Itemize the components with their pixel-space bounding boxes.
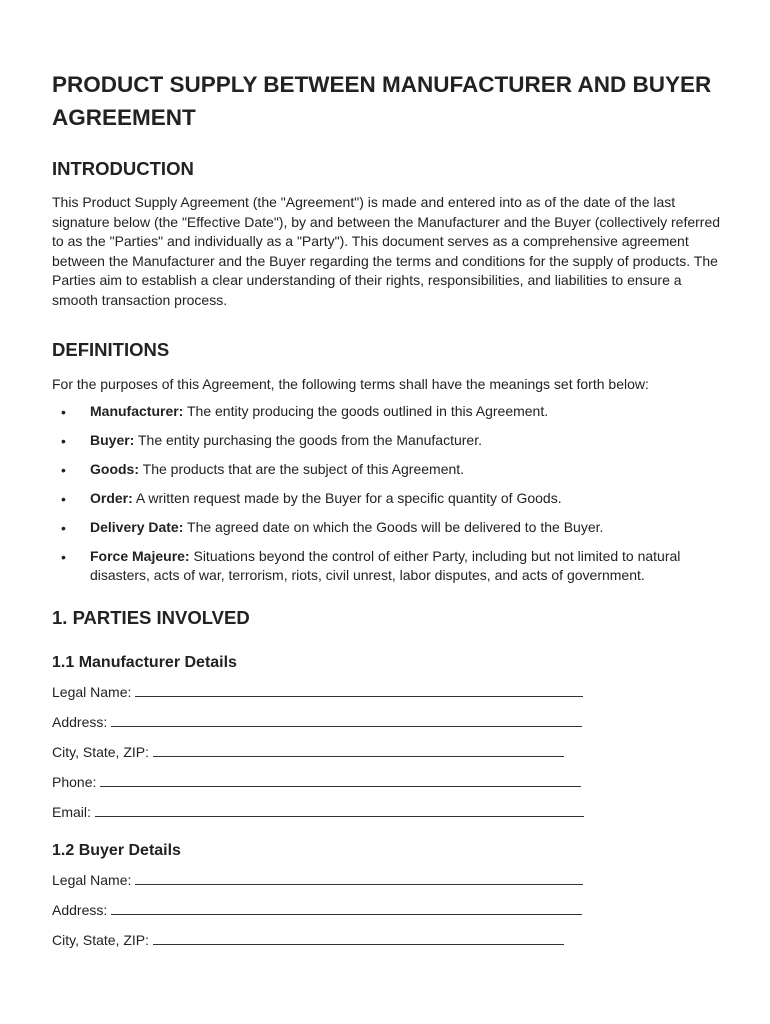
blank-line[interactable] <box>111 712 582 727</box>
definition-item-buyer <box>52 431 722 451</box>
introduction-paragraph: This Product Supply Agreement (the "Agreement") is made and entered into as of the date of the last signature below (the "Effective Date"), by and between the Manufacturer and the Buyer (collectively referred to as the "Parties" and individually as a "Party"). This document serves as a comprehensive agreement between the Manufacturer and the Buyer regarding the terms and conditions for the supply of products. The Parties aim to establish a clear understanding of their rights, responsibilities, and liabilities to ensure a smooth transaction process. <box>52 194 721 308</box>
field-label: Phone: <box>52 773 97 790</box>
field-label: Legal Name: <box>52 872 132 888</box>
buyer-details-heading: 1.2 Buyer Details <box>52 842 181 859</box>
bullet-icon: • <box>61 519 66 536</box>
manufacturer-city-state-zip-field <box>52 742 722 763</box>
blank-line[interactable] <box>135 870 583 885</box>
definition-term: Goods: <box>90 460 139 477</box>
manufacturer-legal-name-field <box>52 682 722 703</box>
manufacturer-email-field <box>52 802 722 823</box>
field-label: City, State, ZIP: <box>52 743 149 760</box>
buyer-legal-name-field <box>52 870 722 891</box>
buyer-fields <box>52 870 722 951</box>
bullet-icon: • <box>61 403 66 420</box>
definition-text: The products that are the subject of this Agreement. <box>142 460 465 477</box>
definition-item-force-majeure <box>52 547 722 586</box>
manufacturer-phone-field <box>52 772 722 793</box>
definition-term: Buyer: <box>90 431 135 448</box>
blank-line[interactable] <box>153 930 564 945</box>
blank-line[interactable] <box>100 772 581 787</box>
definition-term: Manufacturer: <box>90 402 184 419</box>
blank-line[interactable] <box>111 900 582 915</box>
bullet-icon: • <box>61 548 66 565</box>
definition-text: The entity purchasing the goods from the Manufacturer. <box>138 431 482 448</box>
definition-item-delivery-date <box>52 518 722 538</box>
field-label: Address: <box>52 713 108 730</box>
definition-item-manufacturer <box>52 402 722 422</box>
definitions-heading: DEFINITIONS <box>52 339 170 360</box>
blank-line[interactable] <box>135 682 583 697</box>
buyer-city-state-zip-field <box>52 930 722 951</box>
parties-heading: 1. PARTIES INVOLVED <box>52 606 250 628</box>
definition-term: Force Majeure: <box>90 547 190 564</box>
definition-term: Delivery Date: <box>90 518 184 535</box>
manufacturer-details-heading: 1.1 Manufacturer Details <box>52 653 237 671</box>
introduction-heading: INTRODUCTION <box>52 158 194 179</box>
definition-text: The entity producing the goods outlined in this Agreement. <box>187 402 549 419</box>
field-label: Legal Name: <box>52 683 132 700</box>
definitions-lead: For the purposes of this Agreement, the following terms shall have the meanings set forth below: <box>52 376 649 392</box>
definition-text: Situations beyond the control of either Party, including but not limited to natural disasters, acts of war, terrorism, riots, civil unrest, labor disputes, and acts of government. <box>90 547 681 583</box>
document-page <box>52 0 722 960</box>
definition-text: A written request made by the Buyer for a specific quantity of Goods. <box>135 489 562 506</box>
buyer-address-field <box>52 900 722 921</box>
bullet-icon: • <box>61 490 66 507</box>
definition-item-order <box>52 489 722 509</box>
blank-line[interactable] <box>153 742 564 757</box>
field-label: Address: <box>52 902 108 918</box>
bullet-icon: • <box>61 461 66 478</box>
definition-item-goods <box>52 460 722 480</box>
manufacturer-fields <box>52 682 722 823</box>
field-label: City, State, ZIP: <box>52 932 149 948</box>
bullet-icon: • <box>61 432 66 449</box>
definitions-list <box>52 402 722 586</box>
field-label: Email: <box>52 803 91 820</box>
document-title: PRODUCT SUPPLY BETWEEN MANUFACTURER AND BUYER AGREEMENT <box>52 72 712 130</box>
definition-term: Order: <box>90 489 133 506</box>
definition-text: The agreed date on which the Goods will be delivered to the Buyer. <box>187 518 604 535</box>
manufacturer-address-field <box>52 712 722 733</box>
blank-line[interactable] <box>95 802 584 817</box>
